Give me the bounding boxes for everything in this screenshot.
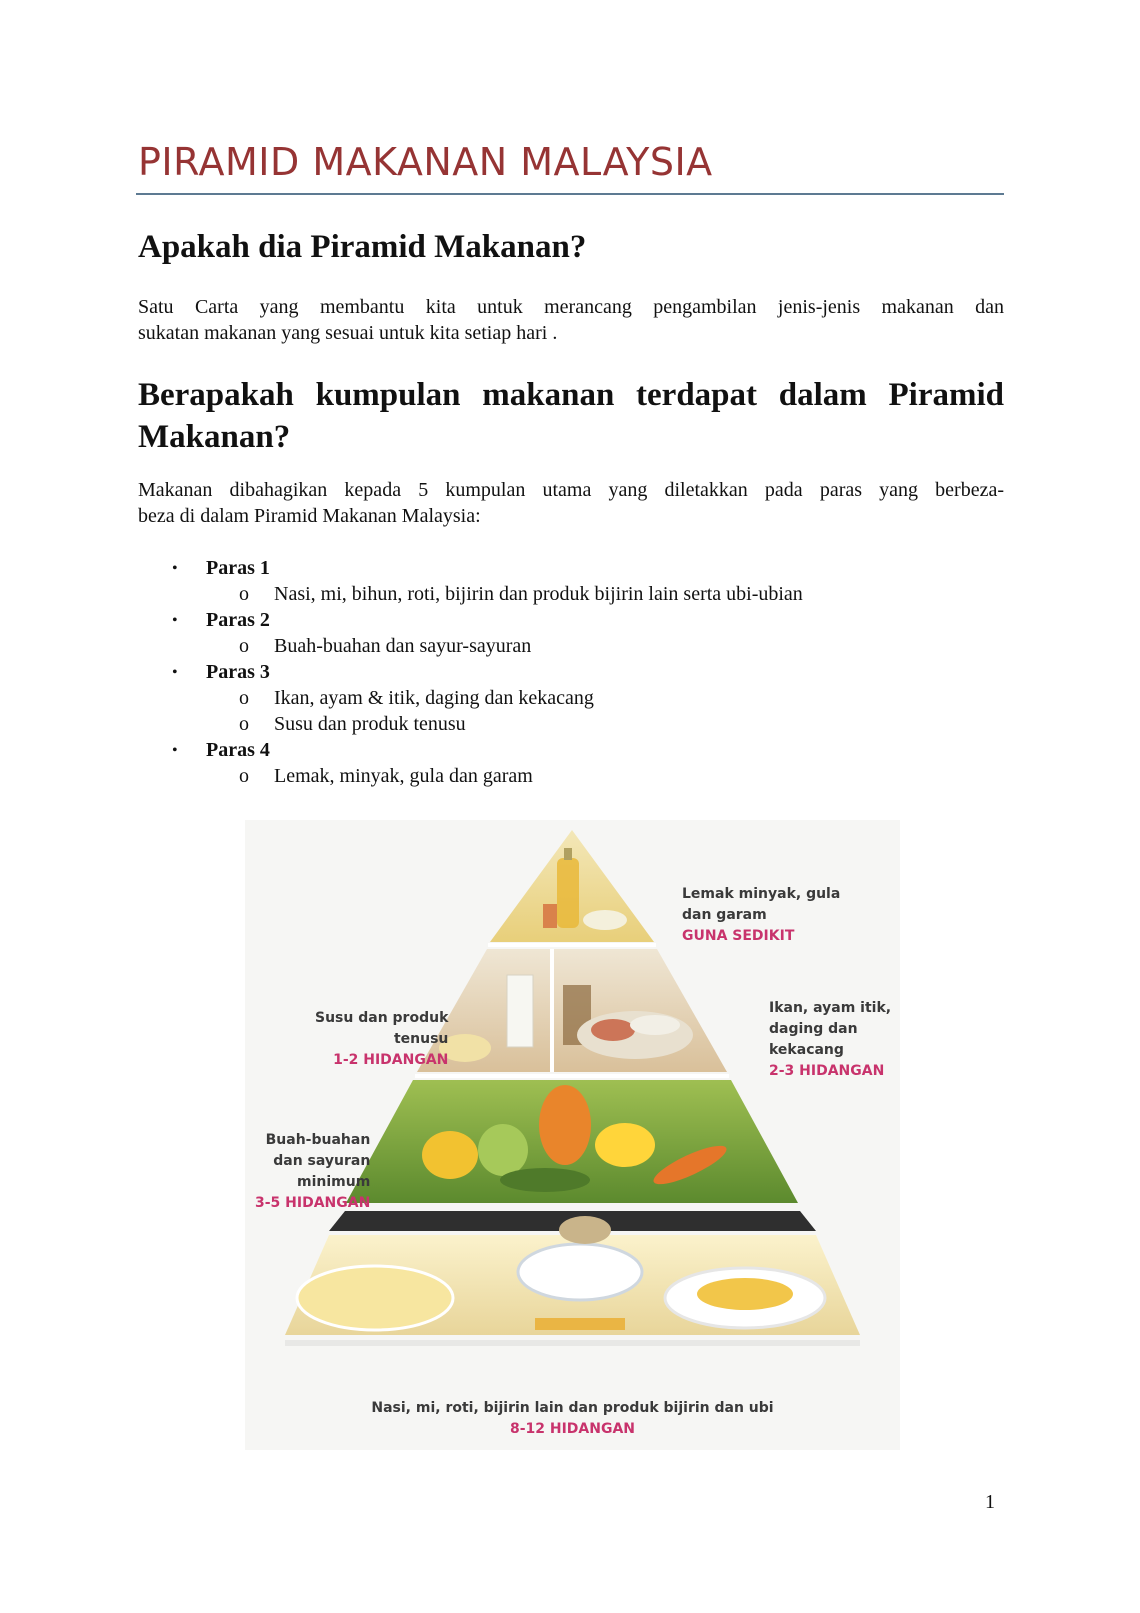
heading-line: Berapakah kumpulan makanan terdapat dalam Piramid — [138, 377, 1004, 413]
title-underline — [136, 193, 1004, 195]
bread-plate — [297, 1266, 453, 1330]
level-label: Paras 3 — [206, 661, 270, 683]
paragraph-groups-intro — [138, 477, 1004, 529]
label-line: kekacang — [769, 1042, 844, 1058]
level-food-item: Ikan, ayam & itik, daging dan kekacang — [274, 687, 594, 709]
label-fruits-vegetables — [255, 1130, 370, 1214]
bullet-marker: • — [172, 664, 178, 681]
milk-carton — [507, 975, 533, 1047]
sugar-bowl — [583, 910, 627, 930]
condiment-jar — [543, 904, 557, 928]
level-food-item: Buah-buahan dan sayur-sayuran — [274, 635, 532, 657]
serving-text: 3-5 HIDANGAN — [255, 1195, 371, 1211]
label-line: dan garam — [682, 907, 767, 923]
fruit-papaya — [539, 1085, 591, 1165]
label-line: Buah-buahan — [265, 1132, 371, 1148]
level-food-item: Nasi, mi, bihun, roti, bijirin dan produk bijirin lain serta ubi-ubian — [274, 583, 803, 605]
serving-text: GUNA SEDIKIT — [682, 928, 795, 944]
heading-line: Makanan? — [138, 419, 291, 455]
document-title: PIRAMID MAKANAN MALAYSIA — [138, 140, 713, 184]
oil-bottle-shape — [557, 858, 579, 928]
label-line: dan sayuran — [273, 1153, 371, 1169]
label-line: Nasi, mi, roti, bijirin lain dan produk bijirin dan ubi — [371, 1400, 774, 1416]
serving-text: 1-2 HIDANGAN — [333, 1052, 449, 1068]
fruit-starfruit — [595, 1123, 655, 1167]
level-label: Paras 4 — [206, 739, 270, 761]
meat-piece — [591, 1019, 635, 1041]
level-label: Paras 1 — [206, 557, 270, 579]
paragraph-definition — [138, 294, 1004, 346]
label-fats-oils — [682, 884, 840, 947]
fruit-orange — [422, 1131, 478, 1179]
sub-bullet-marker: o — [239, 713, 249, 735]
section-heading-how-many-groups — [138, 374, 1004, 458]
paragraph-line: beza di dalam Piramid Makanan Malaysia: — [138, 505, 481, 527]
heading-line: Apakah dia Piramid Makanan? — [138, 229, 587, 265]
label-line: tenusu — [393, 1031, 449, 1047]
label-line: Susu dan produk — [315, 1010, 449, 1026]
paragraph-line: Makanan dibahagikan kepada 5 kumpulan utama yang diletakkan pada paras yang berbeza- — [138, 479, 1004, 501]
sub-bullet-marker: o — [239, 583, 249, 605]
sweet-potato — [559, 1216, 611, 1244]
label-line: minimum — [297, 1174, 371, 1190]
serving-text: 8-12 HIDANGAN — [509, 1421, 636, 1437]
label-line: Lemak minyak, gula — [682, 886, 841, 902]
level-food-item: Susu dan produk tenusu — [274, 713, 466, 735]
label-line: Ikan, ayam itik, — [769, 1000, 892, 1016]
sub-bullet-marker: o — [239, 765, 249, 787]
level-food-item: Lemak, minyak, gula dan garam — [274, 765, 533, 787]
bullet-marker: • — [172, 742, 178, 759]
label-protein — [769, 998, 891, 1082]
noodles — [697, 1278, 793, 1310]
food-pyramid-image — [245, 820, 900, 1450]
paragraph-line: sukatan makanan yang sesuai untuk kita setiap hari . — [138, 322, 558, 344]
label-dairy — [315, 1008, 448, 1071]
oil-bottle-cap — [564, 848, 572, 860]
paragraph-line: Satu Carta yang membantu kita untuk merancang pengambilan jenis-jenis makanan dan — [138, 296, 1004, 318]
level-label: Paras 2 — [206, 609, 270, 631]
table-shadow — [285, 1340, 860, 1346]
sub-bullet-marker: o — [239, 687, 249, 709]
vegetable-cucumber — [500, 1168, 590, 1192]
rice-bowl — [518, 1244, 642, 1300]
bullet-marker: • — [172, 560, 178, 577]
serving-text: 2-3 HIDANGAN — [769, 1063, 885, 1079]
section-heading-what-is — [138, 226, 1004, 268]
sub-bullet-marker: o — [239, 635, 249, 657]
fruit-guava — [478, 1124, 528, 1176]
label-grains — [245, 1398, 900, 1440]
biscuits — [535, 1318, 625, 1330]
label-line: daging dan — [769, 1021, 858, 1037]
bullet-marker: • — [172, 612, 178, 629]
fish-piece — [630, 1015, 680, 1035]
page-number: 1 — [985, 1491, 995, 1513]
